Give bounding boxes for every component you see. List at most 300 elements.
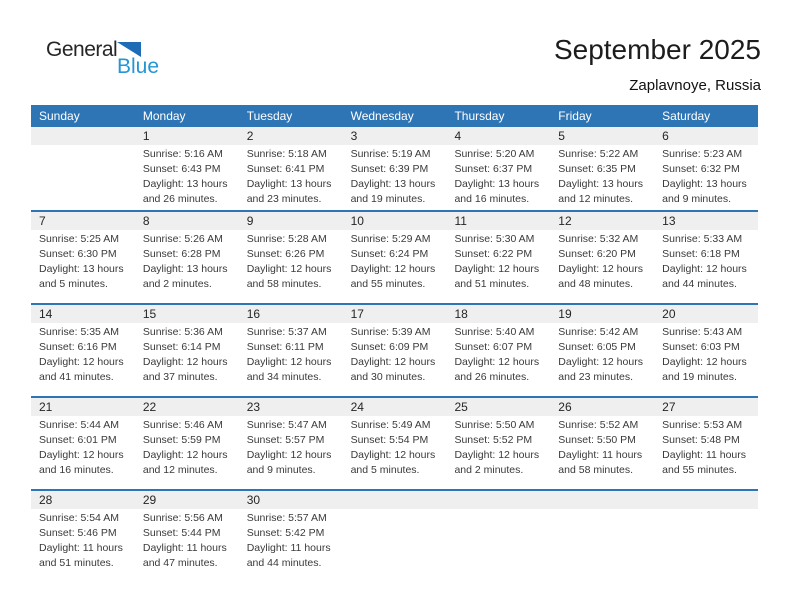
daylight-line-1 [662, 177, 755, 192]
daylight-line-2 [247, 192, 340, 207]
sunrise-line [143, 232, 236, 247]
sunrise-line-value: 5:29 AM [392, 233, 431, 245]
sunset-line-value: 6:24 PM [389, 248, 429, 260]
daylight-line-1-value: 11 hours [82, 542, 123, 554]
day-cell [654, 127, 758, 210]
day-details [550, 145, 654, 207]
sunrise-line-value: 5:36 AM [184, 326, 223, 338]
sunrise-line-value: 5:57 AM [288, 512, 327, 524]
day-details [31, 230, 135, 292]
day-cell [31, 491, 135, 582]
day-cell [135, 398, 239, 489]
sunrise-line-label: Sunrise: [454, 419, 493, 431]
sunrise-line-value: 5:22 AM [599, 148, 639, 160]
sunrise-line-label: Sunrise: [662, 326, 701, 338]
sunrise-line-value: 5:49 AM [392, 419, 431, 431]
sunset-line-label: Sunset: [39, 434, 75, 446]
daylight-line-2 [662, 192, 755, 207]
sunset-line-value: 6:11 PM [285, 341, 324, 353]
sunset-line [454, 247, 547, 262]
daylight-line-1 [454, 262, 547, 277]
sunrise-line-value: 5:39 AM [392, 326, 431, 338]
daylight-line-1-label: Daylight: [142, 356, 184, 368]
day-number: 19 [550, 305, 654, 323]
daylight-line-1 [662, 448, 755, 463]
day-number: 26 [550, 398, 654, 416]
daylight-line-1-label: Daylight: [39, 542, 80, 554]
sunset-line-label: Sunset: [350, 163, 387, 175]
daylight-line-1-label: Daylight: [662, 263, 704, 275]
daylight-line-2-value: and 55 minutes. [662, 464, 737, 476]
sunrise-line-label: Sunrise: [142, 233, 182, 245]
sunrise-line [351, 418, 444, 433]
sunrise-line [351, 325, 444, 340]
sunset-line [558, 433, 651, 448]
day-cell [239, 305, 343, 396]
day-details [135, 509, 239, 571]
daylight-line-1-value: 12 hours [498, 356, 540, 368]
sunset-line-label: Sunset: [558, 434, 594, 446]
daylight-line-1-label: Daylight: [142, 263, 184, 275]
daylight-line-1-value: 12 hours [394, 356, 436, 368]
day-cell [654, 305, 758, 396]
sunrise-line-label: Sunrise: [39, 326, 78, 338]
day-number: 14 [31, 305, 135, 323]
weekday-header-cell: Friday [558, 109, 592, 123]
sunrise-line [247, 418, 340, 433]
day-cell [343, 212, 447, 303]
day-cell [550, 398, 654, 489]
day-cell [31, 398, 135, 489]
sunrise-line-label: Sunrise: [246, 326, 286, 338]
sunset-line-value: 6:20 PM [596, 248, 636, 260]
sunset-line-label: Sunset: [454, 163, 491, 175]
sunset-line-label: Sunset: [39, 527, 75, 539]
sunrise-line-label: Sunrise: [558, 326, 597, 338]
sunrise-line-value: 5:47 AM [288, 419, 327, 431]
daylight-line-2-value: and 5 minutes. [39, 278, 108, 290]
sunset-line-value: 6:18 PM [700, 248, 740, 260]
sunset-line [558, 162, 651, 177]
sunset-line-value: 6:41 PM [285, 163, 325, 175]
sunrise-line-label: Sunrise: [558, 419, 597, 431]
daylight-line-1-label: Daylight: [558, 263, 600, 275]
day-cell [654, 398, 758, 489]
day-number: 15 [135, 305, 239, 323]
weekday-header-cell: Thursday [454, 109, 505, 123]
daylight-line-1-value: 12 hours [394, 449, 436, 461]
day-details [135, 230, 239, 292]
daylight-line-1-value: 12 hours [290, 356, 332, 368]
daylight-line-1-label: Daylight: [246, 449, 288, 461]
sunrise-line-label: Sunrise: [39, 233, 78, 245]
sunset-line-label: Sunset: [246, 434, 283, 446]
day-details [239, 416, 343, 478]
sunset-line [247, 247, 340, 262]
day-cell [654, 212, 758, 303]
sunset-line-value: 6:14 PM [181, 341, 221, 353]
day-cell [343, 398, 447, 489]
day-cell [550, 212, 654, 303]
sunrise-line [143, 325, 236, 340]
day-number: 23 [239, 398, 343, 416]
daylight-line-1-label: Daylight: [142, 178, 184, 190]
daylight-line-2 [351, 463, 444, 478]
weekday-header-cell: Sunday [39, 109, 80, 123]
day-cell [31, 305, 135, 396]
location-subtitle: Zaplavnoye, Russia [629, 77, 761, 94]
week-row [31, 489, 758, 582]
day-cell [239, 212, 343, 303]
daylight-line-1-value: 11 hours [186, 542, 227, 554]
sunset-line [454, 162, 547, 177]
sunrise-line [39, 418, 132, 433]
daylight-line-1-label: Daylight: [662, 356, 704, 368]
sunset-line [247, 340, 340, 355]
daylight-line-1-label: Daylight: [662, 178, 704, 190]
day-number: 1 [135, 127, 239, 145]
sunrise-line [39, 325, 132, 340]
day-details [239, 323, 343, 385]
sunrise-line-label: Sunrise: [350, 326, 390, 338]
daylight-line-1-value: 13 hours [602, 178, 643, 190]
daylight-line-1-label: Daylight: [454, 449, 496, 461]
sunset-line [558, 340, 651, 355]
sunrise-line [351, 147, 444, 162]
day-number: 29 [135, 491, 239, 509]
sunset-line-label: Sunset: [662, 434, 698, 446]
sunrise-line-label: Sunrise: [246, 233, 286, 245]
daylight-line-1-label: Daylight: [39, 263, 80, 275]
sunrise-line [662, 418, 755, 433]
daylight-line-2-value: and 26 minutes. [142, 193, 218, 205]
daylight-line-2 [662, 370, 755, 385]
sunset-line-label: Sunset: [558, 248, 594, 260]
sunset-line [39, 340, 132, 355]
sunset-line-label: Sunset: [142, 248, 179, 260]
sunset-line-label: Sunset: [558, 341, 594, 353]
day-number: 17 [343, 305, 447, 323]
sunrise-line-label: Sunrise: [142, 148, 182, 160]
daylight-line-1 [247, 262, 340, 277]
sunrise-line-value: 5:30 AM [495, 233, 535, 245]
daylight-line-1 [351, 355, 444, 370]
daylight-line-1 [143, 177, 236, 192]
sunset-line-label: Sunset: [350, 341, 387, 353]
sunset-line [351, 340, 444, 355]
day-details [446, 230, 550, 292]
day-number: 9 [239, 212, 343, 230]
week-row [31, 210, 758, 303]
daylight-line-1 [351, 262, 444, 277]
day-number: 3 [343, 127, 447, 145]
day-details [31, 509, 135, 571]
weekday-header-cell: Saturday [662, 109, 711, 123]
sunset-line [143, 526, 236, 541]
sunset-line [351, 433, 444, 448]
daylight-line-1-label: Daylight: [350, 356, 392, 368]
daylight-line-2 [247, 463, 340, 478]
day-number: 27 [654, 398, 758, 416]
sunrise-line-value: 5:50 AM [495, 419, 535, 431]
sunrise-line-label: Sunrise: [662, 419, 701, 431]
daylight-line-1 [39, 448, 132, 463]
sunset-line-value: 5:44 PM [181, 527, 221, 539]
day-cell [550, 305, 654, 396]
sunrise-line-value: 5:43 AM [703, 326, 743, 338]
sunrise-line-label: Sunrise: [454, 148, 493, 160]
sunrise-line [247, 511, 340, 526]
day-number: 30 [239, 491, 343, 509]
sunset-line [143, 433, 236, 448]
daylight-line-1-label: Daylight: [558, 356, 600, 368]
daylight-line-2-value: and 2 minutes. [142, 278, 212, 290]
daylight-line-1-label: Daylight: [142, 542, 184, 554]
sunset-line-label: Sunset: [350, 248, 387, 260]
sunset-line-value: 6:37 PM [492, 163, 533, 175]
daylight-line-1-value: 12 hours [705, 356, 747, 368]
day-number: 10 [343, 212, 447, 230]
day-cell [343, 127, 447, 210]
day-details [446, 323, 550, 385]
sunset-line-value: 5:42 PM [285, 527, 325, 539]
sunset-line [662, 247, 755, 262]
daylight-line-1 [143, 355, 236, 370]
day-number: 11 [446, 212, 550, 230]
daylight-line-2 [454, 370, 547, 385]
day-number: 28 [31, 491, 135, 509]
month-title: September 2025 [553, 34, 761, 65]
sunset-line [558, 247, 651, 262]
daylight-line-2 [143, 463, 236, 478]
daylight-line-2-value: and 51 minutes. [454, 278, 530, 290]
daylight-line-1-value: 12 hours [290, 449, 332, 461]
day-cell [446, 305, 550, 396]
day-number: 21 [31, 398, 135, 416]
sunset-line-value: 5:50 PM [596, 434, 636, 446]
day-cell [135, 127, 239, 210]
daylight-line-2-value: and 2 minutes. [454, 464, 524, 476]
daylight-line-2 [143, 192, 236, 207]
sunrise-line-label: Sunrise: [558, 148, 597, 160]
weeks-container [31, 127, 758, 582]
sunset-line [39, 433, 132, 448]
sunset-line-value: 5:57 PM [285, 434, 325, 446]
daylight-line-1-label: Daylight: [454, 178, 496, 190]
day-cell [31, 212, 135, 303]
sunset-line-value: 6:22 PM [492, 248, 533, 260]
sunrise-line [558, 232, 651, 247]
daylight-line-2 [662, 277, 755, 292]
daylight-line-1-label: Daylight: [662, 449, 704, 461]
sunset-line-label: Sunset: [350, 434, 387, 446]
daylight-line-1-label: Daylight: [39, 356, 80, 368]
day-details [343, 230, 447, 292]
sunrise-line [39, 511, 132, 526]
day-details [31, 416, 135, 478]
sunrise-line-label: Sunrise: [246, 512, 286, 524]
daylight-line-2-value: and 44 minutes. [662, 278, 737, 290]
sunrise-line-label: Sunrise: [662, 148, 701, 160]
sunrise-line-label: Sunrise: [662, 233, 701, 245]
empty-day-cell [31, 127, 135, 210]
day-details [446, 416, 550, 478]
daylight-line-2 [39, 370, 132, 385]
sunset-line-value: 6:39 PM [389, 163, 429, 175]
day-details [135, 323, 239, 385]
sunrise-line-label: Sunrise: [142, 512, 182, 524]
daylight-line-2-value: and 9 minutes. [246, 464, 316, 476]
sunrise-line-label: Sunrise: [350, 419, 390, 431]
day-cell [135, 305, 239, 396]
daylight-line-2 [351, 370, 444, 385]
sunset-line [351, 162, 444, 177]
daylight-line-2-value: and 23 minutes. [246, 193, 322, 205]
sunrise-line-value: 5:28 AM [288, 233, 327, 245]
daylight-line-1-label: Daylight: [246, 178, 288, 190]
sunrise-line-value: 5:44 AM [80, 419, 119, 431]
daylight-line-1 [558, 355, 651, 370]
day-number: 13 [654, 212, 758, 230]
day-number: 4 [446, 127, 550, 145]
day-details [446, 145, 550, 207]
sunrise-line-label: Sunrise: [454, 326, 493, 338]
daylight-line-1-value: 13 hours [705, 178, 747, 190]
sunrise-line [143, 147, 236, 162]
sunrise-line-label: Sunrise: [350, 148, 390, 160]
sunrise-line-label: Sunrise: [350, 233, 390, 245]
daylight-line-1-value: 12 hours [394, 263, 436, 275]
daylight-line-1-label: Daylight: [558, 178, 600, 190]
day-cell [135, 212, 239, 303]
sunset-line-label: Sunset: [142, 163, 179, 175]
sunrise-line-value: 5:52 AM [599, 419, 639, 431]
daylight-line-1-value: 12 hours [186, 356, 228, 368]
sunrise-line [454, 325, 547, 340]
sunrise-line-value: 5:20 AM [495, 148, 535, 160]
day-cell [550, 127, 654, 210]
week-row [31, 127, 758, 210]
sunset-line [662, 340, 755, 355]
daylight-line-1-value: 12 hours [602, 263, 643, 275]
daylight-line-2-value: and 19 minutes. [350, 193, 426, 205]
sunrise-line [558, 147, 651, 162]
sunset-line [662, 162, 755, 177]
daylight-line-1-value: 12 hours [82, 449, 124, 461]
day-number: 22 [135, 398, 239, 416]
sunrise-line-label: Sunrise: [39, 512, 78, 524]
daylight-line-1 [39, 262, 132, 277]
daylight-line-1-label: Daylight: [350, 178, 392, 190]
empty-day-cell [550, 491, 654, 582]
daylight-line-1-label: Daylight: [246, 263, 288, 275]
daylight-line-1 [558, 448, 651, 463]
sunrise-line [662, 232, 755, 247]
day-details [135, 145, 239, 207]
day-number: 5 [550, 127, 654, 145]
daylight-line-2 [39, 463, 132, 478]
sunset-line-value: 6:01 PM [77, 434, 117, 446]
sunrise-line-value: 5:25 AM [80, 233, 119, 245]
sunset-line-value: 6:32 PM [700, 163, 740, 175]
sunset-line [662, 433, 755, 448]
day-cell [239, 127, 343, 210]
sunset-line-value: 6:09 PM [389, 341, 429, 353]
sunset-line-label: Sunset: [39, 341, 75, 353]
daylight-line-1 [662, 262, 755, 277]
weekday-header-cell: Wednesday [350, 109, 414, 123]
sunset-line-label: Sunset: [246, 527, 283, 539]
sunset-line [39, 247, 132, 262]
sunrise-line [351, 232, 444, 247]
day-details [550, 323, 654, 385]
daylight-line-2 [143, 556, 236, 571]
sunset-line-value: 6:43 PM [181, 163, 221, 175]
day-number: 8 [135, 212, 239, 230]
sunrise-line [454, 418, 547, 433]
sunset-line-value: 6:35 PM [596, 163, 636, 175]
sunset-line-value: 5:59 PM [181, 434, 221, 446]
weekday-header-cell: Tuesday [246, 109, 293, 123]
daylight-line-1-label: Daylight: [142, 449, 184, 461]
daylight-line-2 [247, 370, 340, 385]
daylight-line-2-value: and 51 minutes. [39, 557, 114, 569]
day-details [654, 416, 758, 478]
sunrise-line-value: 5:53 AM [703, 419, 743, 431]
daylight-line-1 [662, 355, 755, 370]
day-details [31, 323, 135, 385]
daylight-line-2-value: and 12 minutes. [142, 464, 218, 476]
sunrise-line [143, 511, 236, 526]
daylight-line-1 [351, 177, 444, 192]
week-row [31, 396, 758, 489]
daylight-line-2-value: and 48 minutes. [558, 278, 634, 290]
daylight-line-1 [143, 541, 236, 556]
sunrise-line-value: 5:32 AM [599, 233, 639, 245]
day-details [239, 145, 343, 207]
sunset-line [454, 433, 547, 448]
sunset-line [143, 340, 236, 355]
day-number [550, 491, 654, 509]
daylight-line-1 [247, 177, 340, 192]
sunrise-line [558, 325, 651, 340]
daylight-line-1-label: Daylight: [350, 449, 392, 461]
sunrise-line-label: Sunrise: [142, 326, 182, 338]
day-number: 16 [239, 305, 343, 323]
sunrise-line-value: 5:33 AM [703, 233, 743, 245]
sunset-line-value: 5:46 PM [77, 527, 117, 539]
daylight-line-1-value: 12 hours [498, 449, 540, 461]
day-number: 24 [343, 398, 447, 416]
week-row [31, 303, 758, 396]
day-number [446, 491, 550, 509]
daylight-line-1 [351, 448, 444, 463]
day-details [550, 416, 654, 478]
sunrise-line [143, 418, 236, 433]
daylight-line-1-label: Daylight: [246, 542, 288, 554]
daylight-line-1-value: 12 hours [186, 449, 228, 461]
title-block [554, 34, 761, 94]
daylight-line-1 [247, 355, 340, 370]
day-number [343, 491, 447, 509]
daylight-line-1 [247, 448, 340, 463]
sunrise-line-label: Sunrise: [142, 419, 182, 431]
daylight-line-1-label: Daylight: [454, 356, 496, 368]
logo-text-general: General [46, 38, 118, 61]
sunset-line [351, 247, 444, 262]
sunset-line-value: 5:52 PM [492, 434, 533, 446]
day-number: 20 [654, 305, 758, 323]
